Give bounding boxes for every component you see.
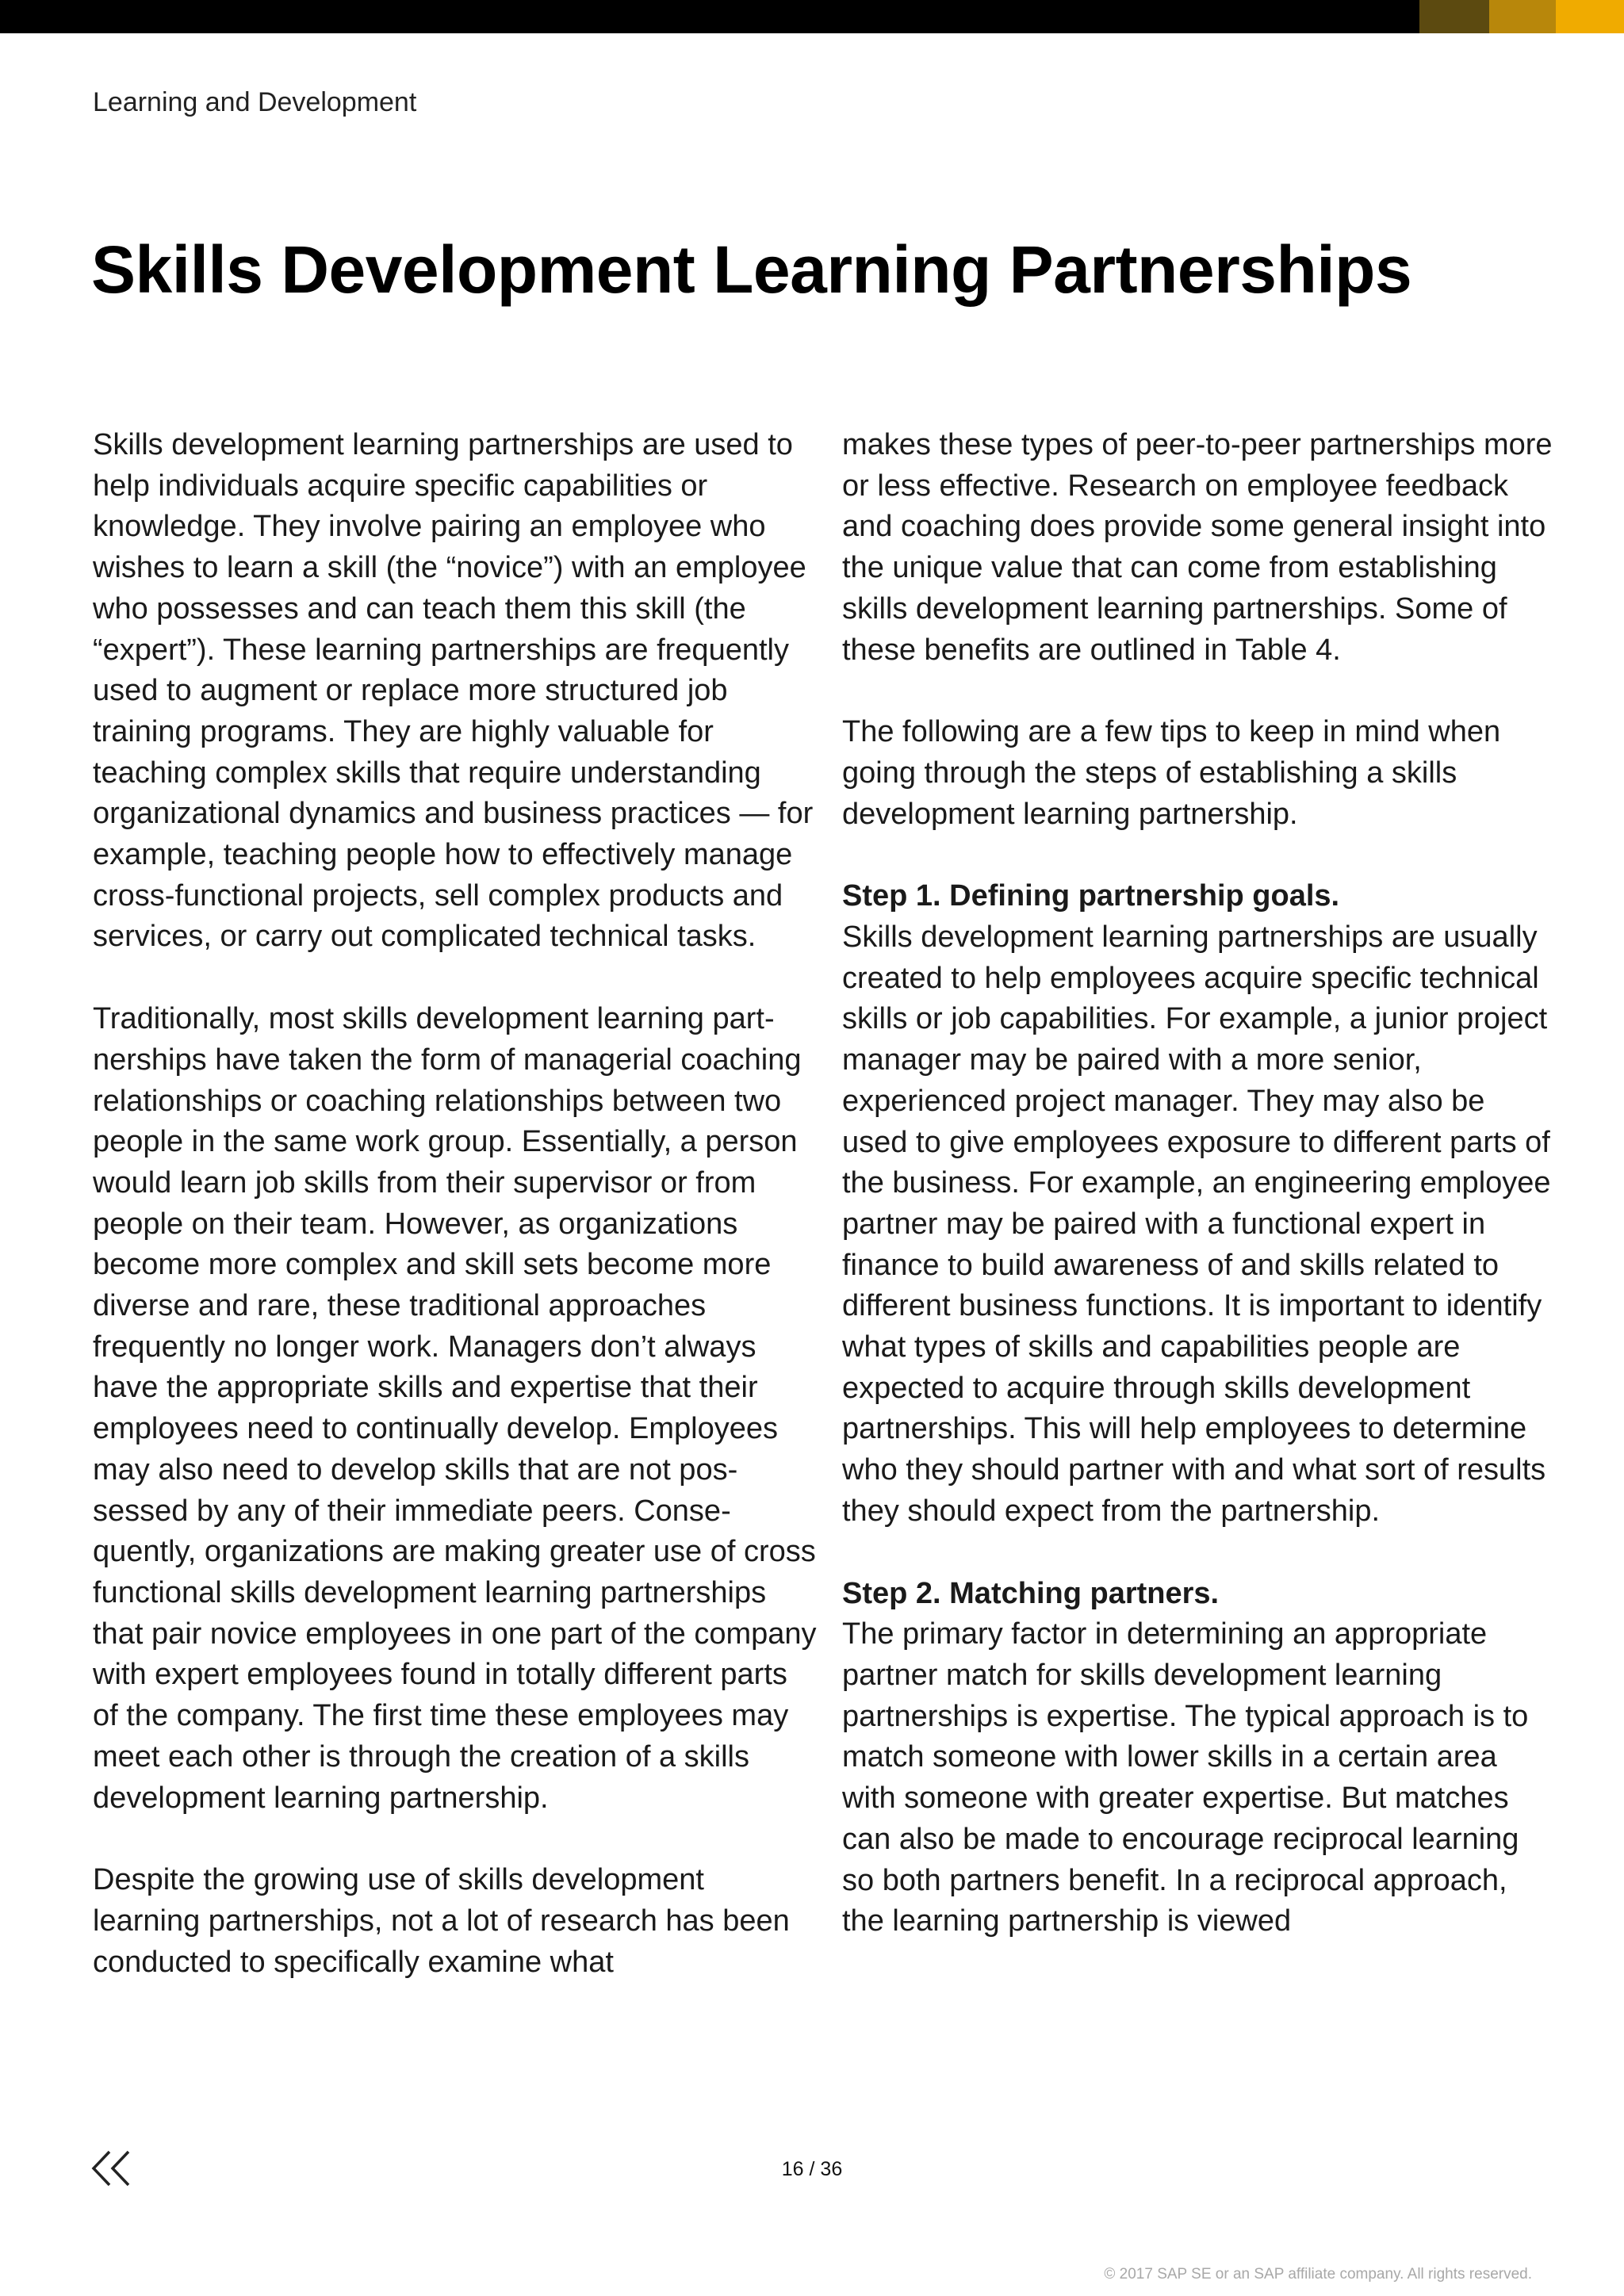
top-bar-accent-3 [1556,0,1624,33]
step-1-text: Skills development learning partnerships are usually created to help employees acquire specific technical skills or job capabilities. For example, a junior project manager may be paired with a more senior, experienced project manager. They may also be used to give employees exposure to different parts of the business. For example, an engineering employee partner may be paired with a functional expert in finance to build awareness of and skills related to different business functions. It is important to identify what types of skills and capabilities people are expected to acquire through skills development partnerships. This will help employees to determine who they should partner with and what sort of results they should expect from the partnership. [842,920,1551,1528]
section-label: Learning and Development [93,87,417,117]
step-2-heading: Step 2. Matching partners. [842,1576,1220,1610]
right-column [842,425,1556,1984]
page-title: Skills Development Learning Partnerships [91,232,1412,307]
paragraph: makes these types of peer-to-peer partnerships more or less effective. Research on employee feedback and coaching does provide some general insight into the unique value that can come from establishing skills development learning partnerships. Some of these benefits are outlined in Table 4. [842,428,1553,667]
left-column [93,425,818,2024]
paragraph: Despite the growing use of skills development learning partnerships, not a lot of research has been conducted to specifically examine what [93,1863,790,1979]
top-bar [0,0,1624,33]
top-bar-accent-1 [1419,0,1489,33]
paragraph: Traditionally, most skills development learning partnerships have taken the form of managerial coaching relationships or coaching relationships between two people in the same work group. Essentially, a person would learn job skills from their supervisor or from people on their team. However, as organizations become more complex and skill sets become more diverse and rare, these traditional approaches frequently no longer work. Managers don’t always have the appropriate skills and expertise that their employees need to continually develop. Employees may also need to develop skills that are not possessed by any of their immediate peers. Consequently, organizations are making greater use of cross functional skills development learning partnerships that pair novice employees in one part of the company with expert employees found in totally different parts of the company. The first time these employees may meet each other is through the creation of a skills development learning partnership. [93,1002,817,1815]
paragraph: The following are a few tips to keep in mind when going through the steps of establishing a skills development learning partnership. [842,715,1501,831]
step-2-text: The primary factor in determining an appropriate partner match for skills development learning partnerships is expertise. The typical approach is to match someone with lower skills in a certain area with someone with greater expertise. But matches can also be made to encourage reciprocal learning so both partners benefit. In a reciprocal approach, the learning partnership is viewed [842,1617,1529,1938]
step-1-heading: Step 1. Defining partnership goals. [842,879,1340,913]
page-number: 16 / 36 [781,2158,843,2180]
paragraph: Skills development learning partnerships are used to help individuals acquire specific capabilities or knowledge. They involve pairing an employee who wishes to learn a skill (the “novice”) with an employee who possesses and can teach them this skill (the “expert”). These learning partnerships are frequently used to augment or replace more structured job training programs. They are highly valuable for teaching complex skills that require understanding organizational dynamics and business practices — for example, teaching people how to effectively manage cross-functional projects, sell complex products and services, or carry out complicated technical tasks. [93,428,814,954]
copyright-notice: © 2017 SAP SE or an SAP affiliate company. All rights reserved. [1104,2266,1532,2283]
top-bar-accent-2 [1489,0,1556,33]
